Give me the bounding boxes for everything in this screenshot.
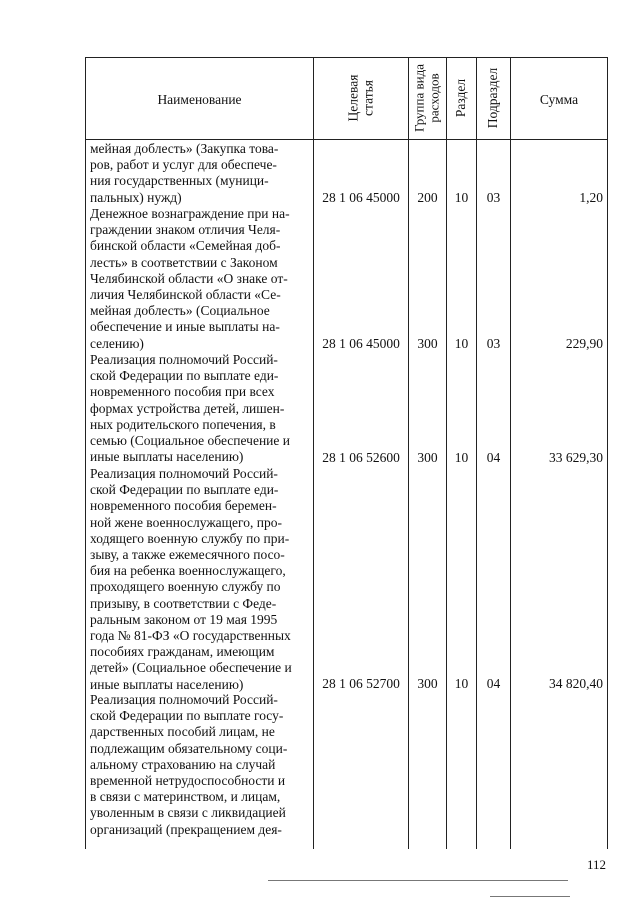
row-0-group: 200 [417, 190, 438, 205]
row-1-group: 300 [417, 336, 438, 351]
header-amount: Сумма [539, 92, 579, 107]
header-expense-group: Группа вида расходов [411, 64, 441, 132]
row-2-section: 10 [454, 450, 469, 465]
row-3-group: 300 [417, 676, 438, 691]
row-1-amount: 229,90 [565, 336, 603, 351]
row-2-subsection: 04 [486, 450, 501, 465]
table-top-border [85, 57, 607, 58]
row-0-code: 28 1 06 45000 [322, 190, 400, 205]
header-subsection: Подраздел [484, 67, 500, 129]
row-3-description: Реализация полномочий Россий- ской Федерации по выплате еди- новременного пособия беремен- ной жене военнослужащего, про- ходящего военную службу по при- зыву, а также ежемесячного посо- бия на ребенка военнослужащего, проходящего военную службу по призыву, в соответствии с Феде- ральным законом от 19 мая 1995 года № 81-ФЗ «О государственных пособиях гражданам, имеющим детей» (Социальное обеспечение и иные выплаты населению) [90, 466, 292, 692]
row-2-description: Реализация полномочий Россий- ской Федерации по выплате еди- новременного пособия при всех формах устройства детей, лишен- ных родительского попечения, в семью (Социальное обеспечение и иные выплаты населению) [90, 352, 290, 465]
row-1-subsection: 03 [486, 336, 501, 351]
row-3-amount: 34 820,40 [549, 676, 603, 691]
table-right-border [607, 57, 608, 849]
header-section: Раздел [452, 78, 468, 118]
header-target-article: Целевая статья [345, 74, 375, 122]
row-0-description: мейная доблесть» (Закупка това- ров, работ и услуг для обеспече- ния государственных (муници- пальных) нужд) [90, 141, 279, 205]
row-0-amount: 1,20 [579, 190, 603, 205]
row-0-subsection: 03 [486, 190, 501, 205]
header-bottom-border [85, 139, 607, 140]
row-1-description: Денежное вознаграждение при на- граждении знаком отличия Челя- бинской области «Семейная доб- лесть» в соответствии с Законом Челябинской области «О знаке от- личия Челябинской области «Се- мейная доблесть» (Социальное обеспечение и иные выплаты на- селению) [90, 206, 290, 351]
table-left-border [85, 57, 86, 849]
header-name: Наименование [157, 92, 242, 107]
row-3-subsection: 04 [486, 676, 501, 691]
page-number: 112 [587, 857, 607, 872]
scan-edge-mark [490, 896, 570, 897]
row-0-section: 10 [454, 190, 469, 205]
row-3-section: 10 [454, 676, 469, 691]
row-1-section: 10 [454, 336, 469, 351]
row-1-code: 28 1 06 45000 [322, 336, 400, 351]
row-3-code: 28 1 06 52700 [322, 676, 400, 691]
scan-edge-line [268, 880, 568, 881]
row-2-amount: 33 629,30 [549, 450, 603, 465]
row-2-group: 300 [417, 450, 438, 465]
row-2-code: 28 1 06 52600 [322, 450, 400, 465]
row-4-description: Реализация полномочий Россий- ской Федерации по выплате госу- дарственных пособий лицам, не подлежащим обязательному соци- альному страхованию на случай временной нетрудоспособности и в связи с материнством, и лицам, уволенным в связи с ликвидацией организаций (прекращением дея- [90, 692, 288, 837]
